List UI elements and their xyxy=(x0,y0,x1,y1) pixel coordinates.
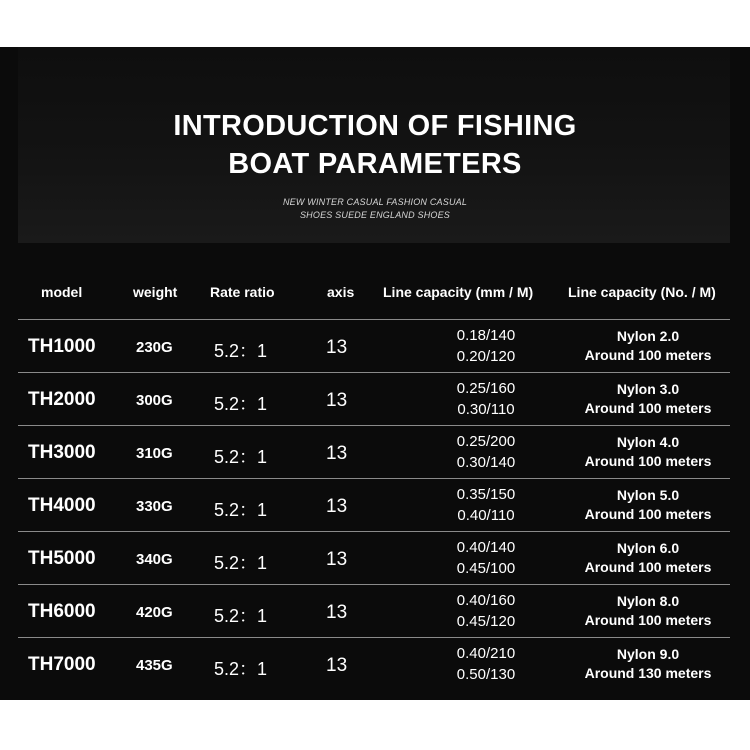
line-capacity-no-cell xyxy=(566,327,730,365)
model-cell: TH3000 xyxy=(28,442,96,463)
line-capacity-mm-cell xyxy=(416,484,556,526)
ratio-cell: 5.2：1 xyxy=(214,447,268,467)
ratio-cell: 5.2：1 xyxy=(214,659,268,679)
line-capacity-value: 0.35/150 xyxy=(456,486,516,503)
header-model: model xyxy=(41,284,83,300)
table-row xyxy=(18,319,730,372)
line-capacity-no-cell xyxy=(566,433,730,471)
page-title xyxy=(0,107,750,183)
weight-cell: 420G xyxy=(136,604,173,621)
model-cell: TH4000 xyxy=(28,495,96,516)
length-value: Around 100 meters xyxy=(584,559,712,575)
title-line-1: INTRODUCTION OF FISHING xyxy=(173,110,577,142)
model-cell: TH6000 xyxy=(28,601,96,622)
line-capacity-value: 0.40/210 xyxy=(456,645,516,662)
axis-cell: 13 xyxy=(326,549,348,570)
line-capacity-value: 0.45/100 xyxy=(456,560,516,577)
table-row xyxy=(18,372,730,425)
table-row xyxy=(18,478,730,531)
header-axis: axis xyxy=(327,284,355,300)
model-cell: TH2000 xyxy=(28,389,96,410)
ratio-cell: 5.2：1 xyxy=(214,553,268,573)
weight-cell: 330G xyxy=(136,498,173,515)
nylon-value: Nylon 6.0 xyxy=(616,540,680,556)
axis-cell: 13 xyxy=(326,337,348,358)
line-capacity-mm-cell xyxy=(416,590,556,632)
line-capacity-mm-cell xyxy=(416,431,556,473)
line-capacity-value: 0.50/130 xyxy=(456,666,516,683)
length-value: Around 100 meters xyxy=(584,612,712,628)
line-capacity-value: 0.30/140 xyxy=(456,454,516,471)
nylon-value: Nylon 3.0 xyxy=(616,381,680,397)
title-line-2: BOAT PARAMETERS xyxy=(228,148,522,180)
weight-cell: 340G xyxy=(136,551,173,568)
line-capacity-value: 0.18/140 xyxy=(456,327,516,344)
axis-cell: 13 xyxy=(326,443,348,464)
weight-cell: 435G xyxy=(136,657,173,674)
line-capacity-mm-cell xyxy=(416,325,556,367)
table-row xyxy=(18,531,730,584)
line-capacity-value: 0.30/110 xyxy=(457,401,515,418)
table-row xyxy=(18,425,730,478)
line-capacity-no-cell xyxy=(566,645,730,683)
nylon-value: Nylon 8.0 xyxy=(616,593,680,609)
axis-cell: 13 xyxy=(326,655,348,676)
subtitle-line-2: SHOES SUEDE ENGLAND SHOES xyxy=(299,210,451,220)
nylon-value: Nylon 9.0 xyxy=(616,646,680,662)
line-capacity-mm-cell xyxy=(416,378,556,420)
header-line-capacity-no: Line capacity (No. / M) xyxy=(568,284,716,300)
nylon-value: Nylon 4.0 xyxy=(616,434,680,450)
header-rate-ratio: Rate ratio xyxy=(210,284,275,300)
line-capacity-no-cell xyxy=(566,539,730,577)
line-capacity-value: 0.40/140 xyxy=(456,539,516,556)
model-cell: TH1000 xyxy=(28,336,96,357)
line-capacity-value: 0.40/160 xyxy=(456,592,516,609)
line-capacity-value: 0.40/110 xyxy=(457,507,515,524)
axis-cell: 13 xyxy=(326,390,348,411)
model-cell: TH5000 xyxy=(28,548,96,569)
header-weight: weight xyxy=(133,284,178,300)
ratio-cell: 5.2：1 xyxy=(214,394,268,414)
parameters-table xyxy=(18,269,730,690)
header-line-capacity-mm: Line capacity (mm / M) xyxy=(383,284,534,300)
length-value: Around 100 meters xyxy=(584,453,712,469)
weight-cell: 310G xyxy=(136,445,173,462)
subtitle-line-1: NEW WINTER CASUAL FASHION CASUAL xyxy=(282,197,468,207)
ratio-cell: 5.2：1 xyxy=(214,341,268,361)
line-capacity-value: 0.45/120 xyxy=(456,613,516,630)
line-capacity-value: 0.20/120 xyxy=(456,348,516,365)
line-capacity-no-cell xyxy=(566,486,730,524)
dark-panel xyxy=(0,47,750,700)
subtitle xyxy=(0,196,750,222)
nylon-value: Nylon 2.0 xyxy=(616,328,680,344)
weight-cell: 230G xyxy=(136,339,173,356)
table-header xyxy=(18,269,730,319)
table-row xyxy=(18,637,730,690)
nylon-value: Nylon 5.0 xyxy=(616,487,680,503)
length-value: Around 100 meters xyxy=(584,506,712,522)
line-capacity-no-cell xyxy=(566,380,730,418)
line-capacity-mm-cell xyxy=(416,537,556,579)
ratio-cell: 5.2：1 xyxy=(214,606,268,626)
length-value: Around 130 meters xyxy=(584,665,712,681)
length-value: Around 100 meters xyxy=(584,400,712,416)
ratio-cell: 5.2：1 xyxy=(214,500,268,520)
line-capacity-mm-cell xyxy=(416,643,556,685)
weight-cell: 300G xyxy=(136,392,173,409)
table-row xyxy=(18,584,730,637)
axis-cell: 13 xyxy=(326,602,348,623)
line-capacity-value: 0.25/200 xyxy=(456,433,516,450)
line-capacity-value: 0.25/160 xyxy=(456,380,516,397)
length-value: Around 100 meters xyxy=(584,347,712,363)
axis-cell: 13 xyxy=(326,496,348,517)
model-cell: TH7000 xyxy=(28,654,96,675)
line-capacity-no-cell xyxy=(566,592,730,630)
